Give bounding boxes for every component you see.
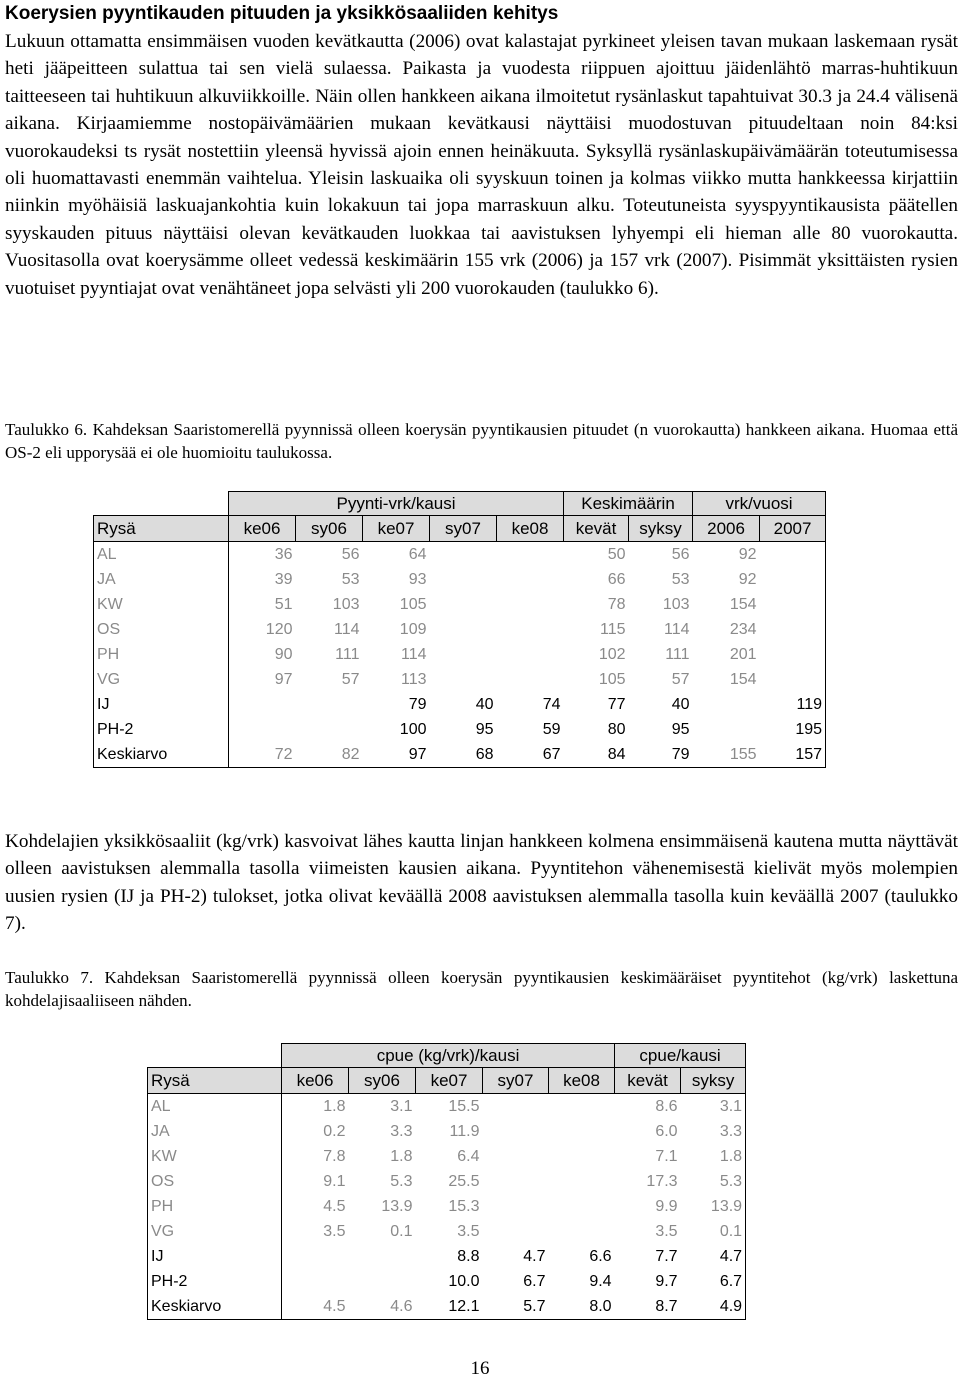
table-cell: 4.5	[282, 1294, 349, 1320]
table-cell: 13.9	[381, 1197, 413, 1215]
table-cell: 7.8	[323, 1147, 346, 1165]
section-heading: Koerysien pyyntikauden pituuden ja yksikkösaaliiden kehitys	[5, 3, 559, 24]
table-cell: 57	[671, 670, 690, 688]
table-cell	[229, 692, 296, 717]
table-cell	[760, 542, 826, 568]
table-cell: 97	[363, 742, 430, 768]
table-cell	[760, 642, 826, 667]
table-cell	[497, 592, 564, 617]
table6-col-ke07: ke07	[363, 516, 430, 542]
table6-group-vrk-vuosi: vrk/vuosi	[693, 492, 826, 516]
table-cell: 25.5	[448, 1172, 480, 1190]
table-cell	[497, 567, 564, 592]
table7-col-ke06: ke06	[282, 1068, 349, 1094]
table-cell	[483, 1169, 549, 1194]
table-cell	[693, 717, 760, 742]
table-cell	[549, 1119, 615, 1144]
table-cell	[483, 1219, 549, 1244]
table-cell: 111	[665, 645, 690, 663]
table-cell: 102	[598, 645, 626, 663]
table-row	[148, 1194, 746, 1219]
table-cell: 4.9	[681, 1294, 746, 1320]
row-label: IJ	[148, 1244, 282, 1269]
table-cell: 6.7	[523, 1272, 546, 1290]
table-cell	[430, 667, 497, 692]
table-cell	[430, 542, 497, 568]
table-cell	[549, 1194, 615, 1219]
table-row	[94, 717, 826, 742]
table-cell	[296, 692, 363, 717]
table-cell: 120	[265, 620, 293, 638]
row-label: Keskiarvo	[148, 1294, 282, 1320]
table-cell: 111	[335, 645, 360, 663]
table-cell: 15.5	[448, 1097, 480, 1115]
table-cell: 10.0	[448, 1272, 480, 1290]
table-cell: 3.3	[681, 1119, 746, 1144]
table-cell: 56	[671, 545, 690, 563]
table6-col-kev-t: kevät	[564, 516, 629, 542]
table-cell	[430, 642, 497, 667]
table-cell: 105	[598, 670, 626, 688]
table-cell: 114	[664, 620, 690, 638]
table-cell: 40	[671, 695, 690, 713]
table7-col-kev-t: kevät	[615, 1068, 681, 1094]
table-cell: 9.4	[589, 1272, 612, 1290]
table6-corner	[94, 492, 229, 516]
table-cell: 154	[729, 595, 757, 613]
table-cell	[497, 667, 564, 692]
row-label: PH	[148, 1194, 282, 1219]
row-label: AL	[148, 1094, 282, 1120]
table-cell: 78	[607, 595, 626, 613]
table-cell: 8.6	[655, 1097, 678, 1115]
table-row	[148, 1094, 746, 1120]
table-cell: 0.1	[681, 1219, 746, 1244]
table-cell: 4.6	[349, 1294, 416, 1320]
table-cell: 3.3	[390, 1122, 413, 1140]
table-cell: 84	[564, 742, 629, 768]
table-row	[148, 1144, 746, 1169]
table-cell: 40	[475, 695, 494, 713]
paragraph-cpue: Kohdelajien yksikkösaaliit (kg/vrk) kasvoivat lähes kautta linjan hankkeen kolmena ensimmäisenä kautena mutta näyttävät olleen aavistuksen alemmalla tasolla viimeisten kausien aikana. Pyyntitehon vähenemisestä kielivät myös molempien uusien rysien (IJ ja PH-2) tulokset, jotka olivat keväällä 2008 aavistuksen alemmalla tasolla kuin keväällä 2007 (taulukko 7).	[5, 831, 958, 935]
table6-col-ke06: ke06	[229, 516, 296, 542]
table-cell: 114	[333, 620, 360, 638]
table-cell: 1.8	[390, 1147, 413, 1165]
table-cell	[693, 692, 760, 717]
table-cell: 53	[341, 570, 360, 588]
table-row	[94, 692, 826, 717]
table-cell	[483, 1119, 549, 1144]
table-cell: 36	[274, 545, 293, 563]
table-cell	[549, 1144, 615, 1169]
table6	[93, 491, 826, 768]
table6-col-2006: 2006	[693, 516, 760, 542]
table6-col-sy06: sy06	[296, 516, 363, 542]
table-cell: 56	[341, 545, 360, 563]
table-cell: 0.2	[323, 1122, 346, 1140]
row-label: OS	[148, 1169, 282, 1194]
table-cell: 9.1	[323, 1172, 346, 1190]
table-cell: 53	[671, 570, 690, 588]
row-label: IJ	[94, 692, 229, 717]
table-row	[148, 1269, 746, 1294]
table-row	[148, 1169, 746, 1194]
table-cell: 5.7	[483, 1294, 549, 1320]
table-cell	[430, 592, 497, 617]
table-cell	[282, 1244, 349, 1269]
table-cell: 11.9	[449, 1122, 480, 1140]
table-cell	[483, 1094, 549, 1120]
table-cell: 6.4	[457, 1147, 480, 1165]
table-cell: 92	[738, 545, 757, 563]
table-cell: 5.3	[681, 1169, 746, 1194]
row-label: VG	[148, 1219, 282, 1244]
table-cell: 109	[399, 620, 427, 638]
table7-group-cpue-kausi: cpue/kausi	[615, 1044, 746, 1068]
table-cell: 201	[729, 645, 757, 663]
row-label: VG	[94, 667, 229, 692]
table-cell: 1.8	[681, 1144, 746, 1169]
table6-col-rys-: Rysä	[94, 516, 229, 542]
table6-col-ke08: ke08	[497, 516, 564, 542]
row-label: Keskiarvo	[94, 742, 229, 768]
table-cell: 90	[274, 645, 293, 663]
table-cell: 68	[430, 742, 497, 768]
row-label: PH-2	[148, 1269, 282, 1294]
table-cell: 82	[296, 742, 363, 768]
table-cell: 3.5	[323, 1222, 346, 1240]
table-cell: 3.5	[457, 1222, 480, 1240]
table-cell	[760, 667, 826, 692]
table6-caption: Taulukko 6. Kahdeksan Saaristomerellä pyynnissä olleen koerysän pyyntikausien pituudet (n vuorokautta) hankkeen aikana. Huomaa että OS-2 eli upporysää ei ole huomioitu taulukossa.	[5, 420, 958, 462]
table-cell: 6.0	[655, 1122, 678, 1140]
table-cell	[483, 1194, 549, 1219]
table-cell: 50	[607, 545, 626, 563]
table-cell: 72	[229, 742, 296, 768]
table7-caption: Taulukko 7. Kahdeksan Saaristomerellä pyynnissä olleen koerysän pyyntikausien keskimääräiset pyyntitehot (kg/vrk) laskettuna kohdelajisaaliiseen nähden.	[5, 968, 958, 1010]
table6-col-syksy: syksy	[629, 516, 693, 542]
table-cell: 93	[408, 570, 427, 588]
table-cell	[430, 567, 497, 592]
table-cell: 195	[760, 717, 826, 742]
table-cell: 13.9	[681, 1194, 746, 1219]
row-label: OS	[94, 617, 229, 642]
table-cell: 79	[408, 695, 427, 713]
table-cell	[497, 542, 564, 568]
table-cell: 9.9	[655, 1197, 678, 1215]
table-cell: 80	[607, 720, 626, 738]
table-cell	[760, 567, 826, 592]
table-cell: 95	[671, 720, 690, 738]
table-cell: 51	[274, 595, 293, 613]
table7-group-cpue-kg: cpue (kg/vrk)/kausi	[282, 1044, 615, 1068]
row-label: KW	[94, 592, 229, 617]
table-row	[148, 1219, 746, 1244]
table-cell: 15.3	[448, 1197, 480, 1215]
table-cell: 5.3	[390, 1172, 413, 1190]
table-cell: 100	[399, 720, 427, 738]
table-row	[94, 617, 826, 642]
table-cell: 8.8	[457, 1247, 480, 1265]
table-cell: 103	[332, 595, 360, 613]
table-cell: 57	[341, 670, 360, 688]
table7-corner	[148, 1044, 282, 1068]
table-cell: 66	[607, 570, 626, 588]
table6-group-keskimaarin: Keskimäärin	[564, 492, 693, 516]
table-cell: 0.1	[390, 1222, 413, 1240]
table-cell	[229, 717, 296, 742]
table-cell: 67	[497, 742, 564, 768]
table-row	[94, 592, 826, 617]
table-cell: 59	[542, 720, 561, 738]
table-cell	[349, 1244, 416, 1269]
table7	[147, 1043, 746, 1320]
table-cell	[349, 1269, 416, 1294]
table-cell: 103	[662, 595, 690, 613]
table-cell: 115	[600, 620, 626, 638]
table-cell: 113	[400, 670, 427, 688]
table-row	[148, 1119, 746, 1144]
table6-col-sy07: sy07	[430, 516, 497, 542]
table-row	[94, 542, 826, 568]
table-cell: 95	[475, 720, 494, 738]
table-row	[148, 1294, 746, 1320]
table-cell: 9.7	[655, 1272, 678, 1290]
table7-col-sy07: sy07	[483, 1068, 549, 1094]
row-label: PH-2	[94, 717, 229, 742]
table-row	[94, 642, 826, 667]
table-cell: 105	[399, 595, 427, 613]
table-cell	[282, 1269, 349, 1294]
table-cell: 234	[729, 620, 757, 638]
table-cell	[296, 717, 363, 742]
table-cell: 157	[760, 742, 826, 768]
table-cell: 6.7	[681, 1269, 746, 1294]
table-cell: 77	[607, 695, 626, 713]
table-cell: 8.7	[615, 1294, 681, 1320]
table-cell	[549, 1169, 615, 1194]
table-cell: 119	[760, 692, 826, 717]
page-number: 16	[470, 1358, 490, 1379]
table-cell: 4.7	[523, 1247, 546, 1265]
row-label: PH	[94, 642, 229, 667]
table-cell	[497, 642, 564, 667]
table7-col-ke08: ke08	[549, 1068, 615, 1094]
table-row	[94, 567, 826, 592]
table-cell: 64	[408, 545, 427, 563]
table-cell	[430, 617, 497, 642]
row-label: KW	[148, 1144, 282, 1169]
table7-col-ke07: ke07	[416, 1068, 483, 1094]
table-cell: 6.6	[589, 1247, 612, 1265]
table-cell: 155	[693, 742, 760, 768]
table-cell: 154	[729, 670, 757, 688]
table-row	[94, 742, 826, 768]
table-cell	[760, 592, 826, 617]
table-cell	[497, 617, 564, 642]
table-row	[94, 667, 826, 692]
table-cell: 39	[274, 570, 293, 588]
table-row	[148, 1244, 746, 1269]
table-cell	[549, 1219, 615, 1244]
table-cell: 3.5	[655, 1222, 678, 1240]
table7-col-sy06: sy06	[349, 1068, 416, 1094]
row-label: JA	[148, 1119, 282, 1144]
table-cell: 4.7	[681, 1244, 746, 1269]
table-cell: 114	[400, 645, 427, 663]
table-cell: 7.7	[655, 1247, 678, 1265]
table-cell: 3.1	[681, 1094, 746, 1120]
table-cell: 3.1	[390, 1097, 413, 1115]
table-cell: 79	[629, 742, 693, 768]
table7-col-rys-: Rysä	[148, 1068, 282, 1094]
table-cell: 1.8	[323, 1097, 346, 1115]
table-cell: 74	[542, 695, 561, 713]
table-cell	[549, 1094, 615, 1120]
table-cell	[483, 1144, 549, 1169]
paragraph-season-length: Lukuun ottamatta ensimmäisen vuoden kevätkautta (2006) ovat kalastajat pyrkineet yleisen tavan mukaan laskemaan rysät heti jääpeitteen sulattua tai sen vielä sulaessa. Paikasta ja vuodesta riippuen ajoittuu jäidenlähtö marras-huhtikuun taitteeseen tai huhtikuun alkuviikkoille. Näin ollen hankkeen aikana ilmoitetut rysänlaskut tapahtuivat 30.3 ja 24.4 välisenä aikana. Kirjaamiemme nostopäivämäärien mukaan kevätkausi näyttäisi muodostuvan pituudeltaan noin 84:ksi vuorokaudeksi ts rysät nostettiin yleensä hyvissä ajoin ennen heinäkuuta. Syksyllä rysänlaskupäivämäärän toteutumisessa oli huomattavasti enemmän vaihtelua. Yleisin laskuaika oli syyskuun toinen ja kolmas viikko mutta hankkeessa kirjattiin niinkin myöhäisiä laskuajankohtia kuin lokakuun tai jopa marraskuun alku. Toteutuneista syyspyyntikausista päätellen syyskauden pituus näyttäisi olevan kevätkauden luokkaa tai aavistuksen lyhyempi eli hieman alle 80 vuorokautta. Vuositasolla ovat koerysämme olleet vedessä keskimäärin 155 vrk (2006) ja 157 vrk (2007). Pisimmät yksittäisten rysien vuotuiset pyyntiajat ovat venähtäneet jopa selvästi yli 200 vuorokauden (taulukko 6).	[5, 31, 958, 299]
table-cell: 92	[738, 570, 757, 588]
table-cell	[760, 617, 826, 642]
table-cell: 8.0	[549, 1294, 615, 1320]
table6-group-pyynti: Pyynti-vrk/kausi	[229, 492, 564, 516]
table-cell: 97	[274, 670, 293, 688]
table-cell: 4.5	[323, 1197, 346, 1215]
table6-col-2007: 2007	[760, 516, 826, 542]
table-cell: 17.3	[646, 1172, 678, 1190]
table7-col-syksy: syksy	[681, 1068, 746, 1094]
table-cell: 12.1	[416, 1294, 483, 1320]
row-label: JA	[94, 567, 229, 592]
row-label: AL	[94, 542, 229, 568]
table-cell: 7.1	[655, 1147, 678, 1165]
